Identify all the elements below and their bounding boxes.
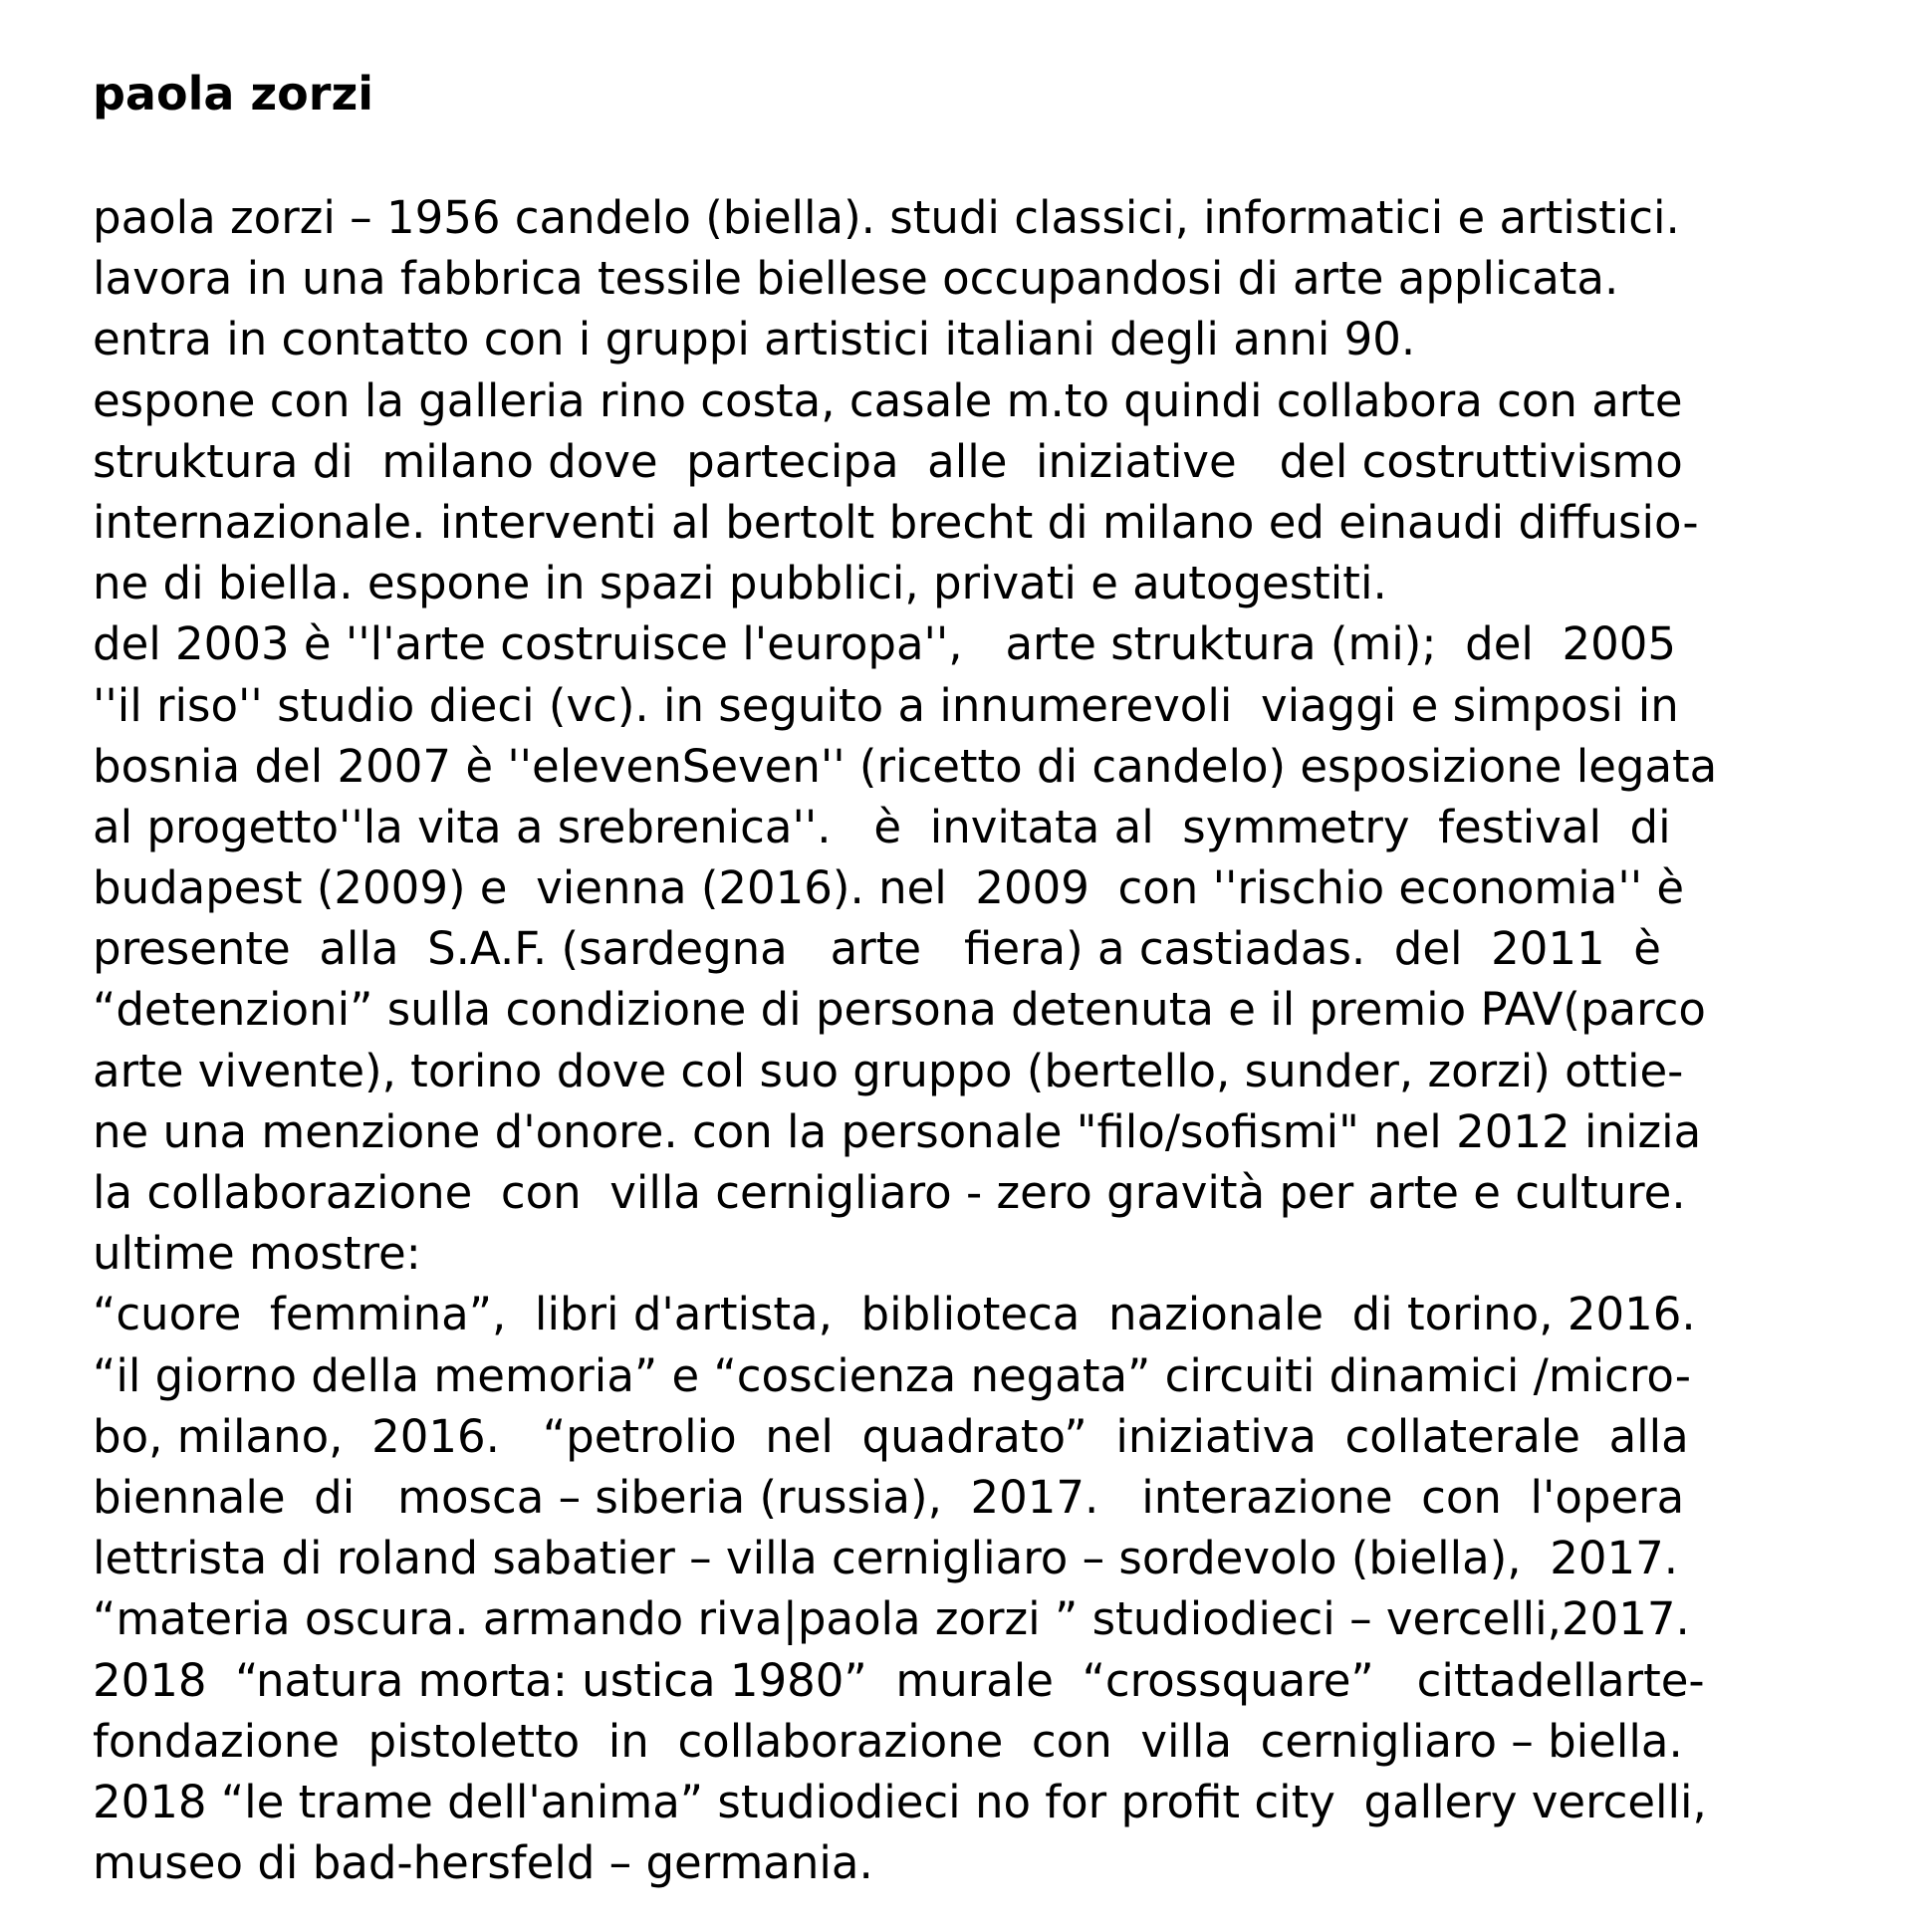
text-line: ne una menzione d'onore. con la personale "filo/sofismi" nel 2012 inizia <box>93 1104 1702 1158</box>
text-line: bo, milano, 2016. “petrolio nel quadrato” iniziativa collaterale alla <box>93 1409 1689 1463</box>
text-line: del 2003 è ''l'arte costruisce l'europa'', arte struktura (mi); del 2005 <box>93 617 1677 671</box>
text-line: museo di bad-hersfeld – germania. <box>93 1836 873 1890</box>
text-line: la collaborazione con villa cernigliaro - zero gravità per arte e culture. <box>93 1166 1686 1219</box>
text-line: “il giorno della memoria” e “coscienza negata” circuiti dinamici /micro- <box>93 1348 1692 1402</box>
text-line: 2018 “le trame dell'anima” studiodieci no for profit city gallery vercelli, <box>93 1775 1707 1828</box>
text-line: ''il riso'' studio dieci (vc). in seguito a innumerevoli viaggi e simposi in <box>93 678 1679 732</box>
text-line: ultime mostre: <box>93 1227 421 1281</box>
biography-text <box>93 187 1932 1893</box>
text-line: “detenzioni” sulla condizione di persona detenuta e il premio PAV(parco <box>93 983 1706 1037</box>
text-line: bosnia del 2007 è ''elevenSeven'' (ricetto di candelo) esposizione legata <box>93 739 1718 793</box>
text-line: entra in contatto con i gruppi artistici italiani degli anni 90. <box>93 313 1416 366</box>
text-line: al progetto''la vita a srebrenica''. è invitata al symmetry festival di <box>93 800 1671 853</box>
text-line: biennale di mosca – siberia (russia), 2017. interazione con l'opera <box>93 1470 1685 1524</box>
text-line: espone con la galleria rino costa, casale m.to quindi collabora con arte <box>93 373 1683 427</box>
text-line: budapest (2009) e vienna (2016). nel 2009 con ''rischio economia'' è <box>93 861 1685 915</box>
text-line: “cuore femmina”, libri d'artista, biblioteca nazionale di torino, 2016. <box>93 1288 1696 1341</box>
text-line: fondazione pistoletto in collaborazione con villa cernigliaro – biella. <box>93 1714 1683 1768</box>
text-line: lettrista di roland sabatier – villa cernigliaro – sordevolo (biella), 2017. <box>93 1532 1679 1585</box>
text-line: “materia oscura. armando riva|paola zorzi ” studiodieci – vercelli,2017. <box>93 1592 1690 1646</box>
text-line: internazionale. interventi al bertolt brecht di milano ed einaudi diffusio- <box>93 495 1699 549</box>
text-line: arte vivente), torino dove col suo gruppo (bertello, sunder, zorzi) ottie- <box>93 1044 1684 1097</box>
text-line: lavora in una fabbrica tessile biellese occupandosi di arte applicata. <box>93 252 1619 306</box>
text-line: paola zorzi – 1956 candelo (biella). studi classici, informatici e artistici. <box>93 191 1680 244</box>
text-line: presente alla S.A.F. (sardegna arte fiera) a castiadas. del 2011 è <box>93 922 1661 976</box>
document-title: paola zorzi <box>93 67 373 121</box>
text-line: ne di biella. espone in spazi pubblici, privati e autogestiti. <box>93 557 1387 610</box>
text-line: 2018 “natura morta: ustica 1980” murale “crossquare” cittadellarte- <box>93 1653 1705 1707</box>
text-line: struktura di milano dove partecipa alle iniziative del costruttivismo <box>93 434 1683 488</box>
